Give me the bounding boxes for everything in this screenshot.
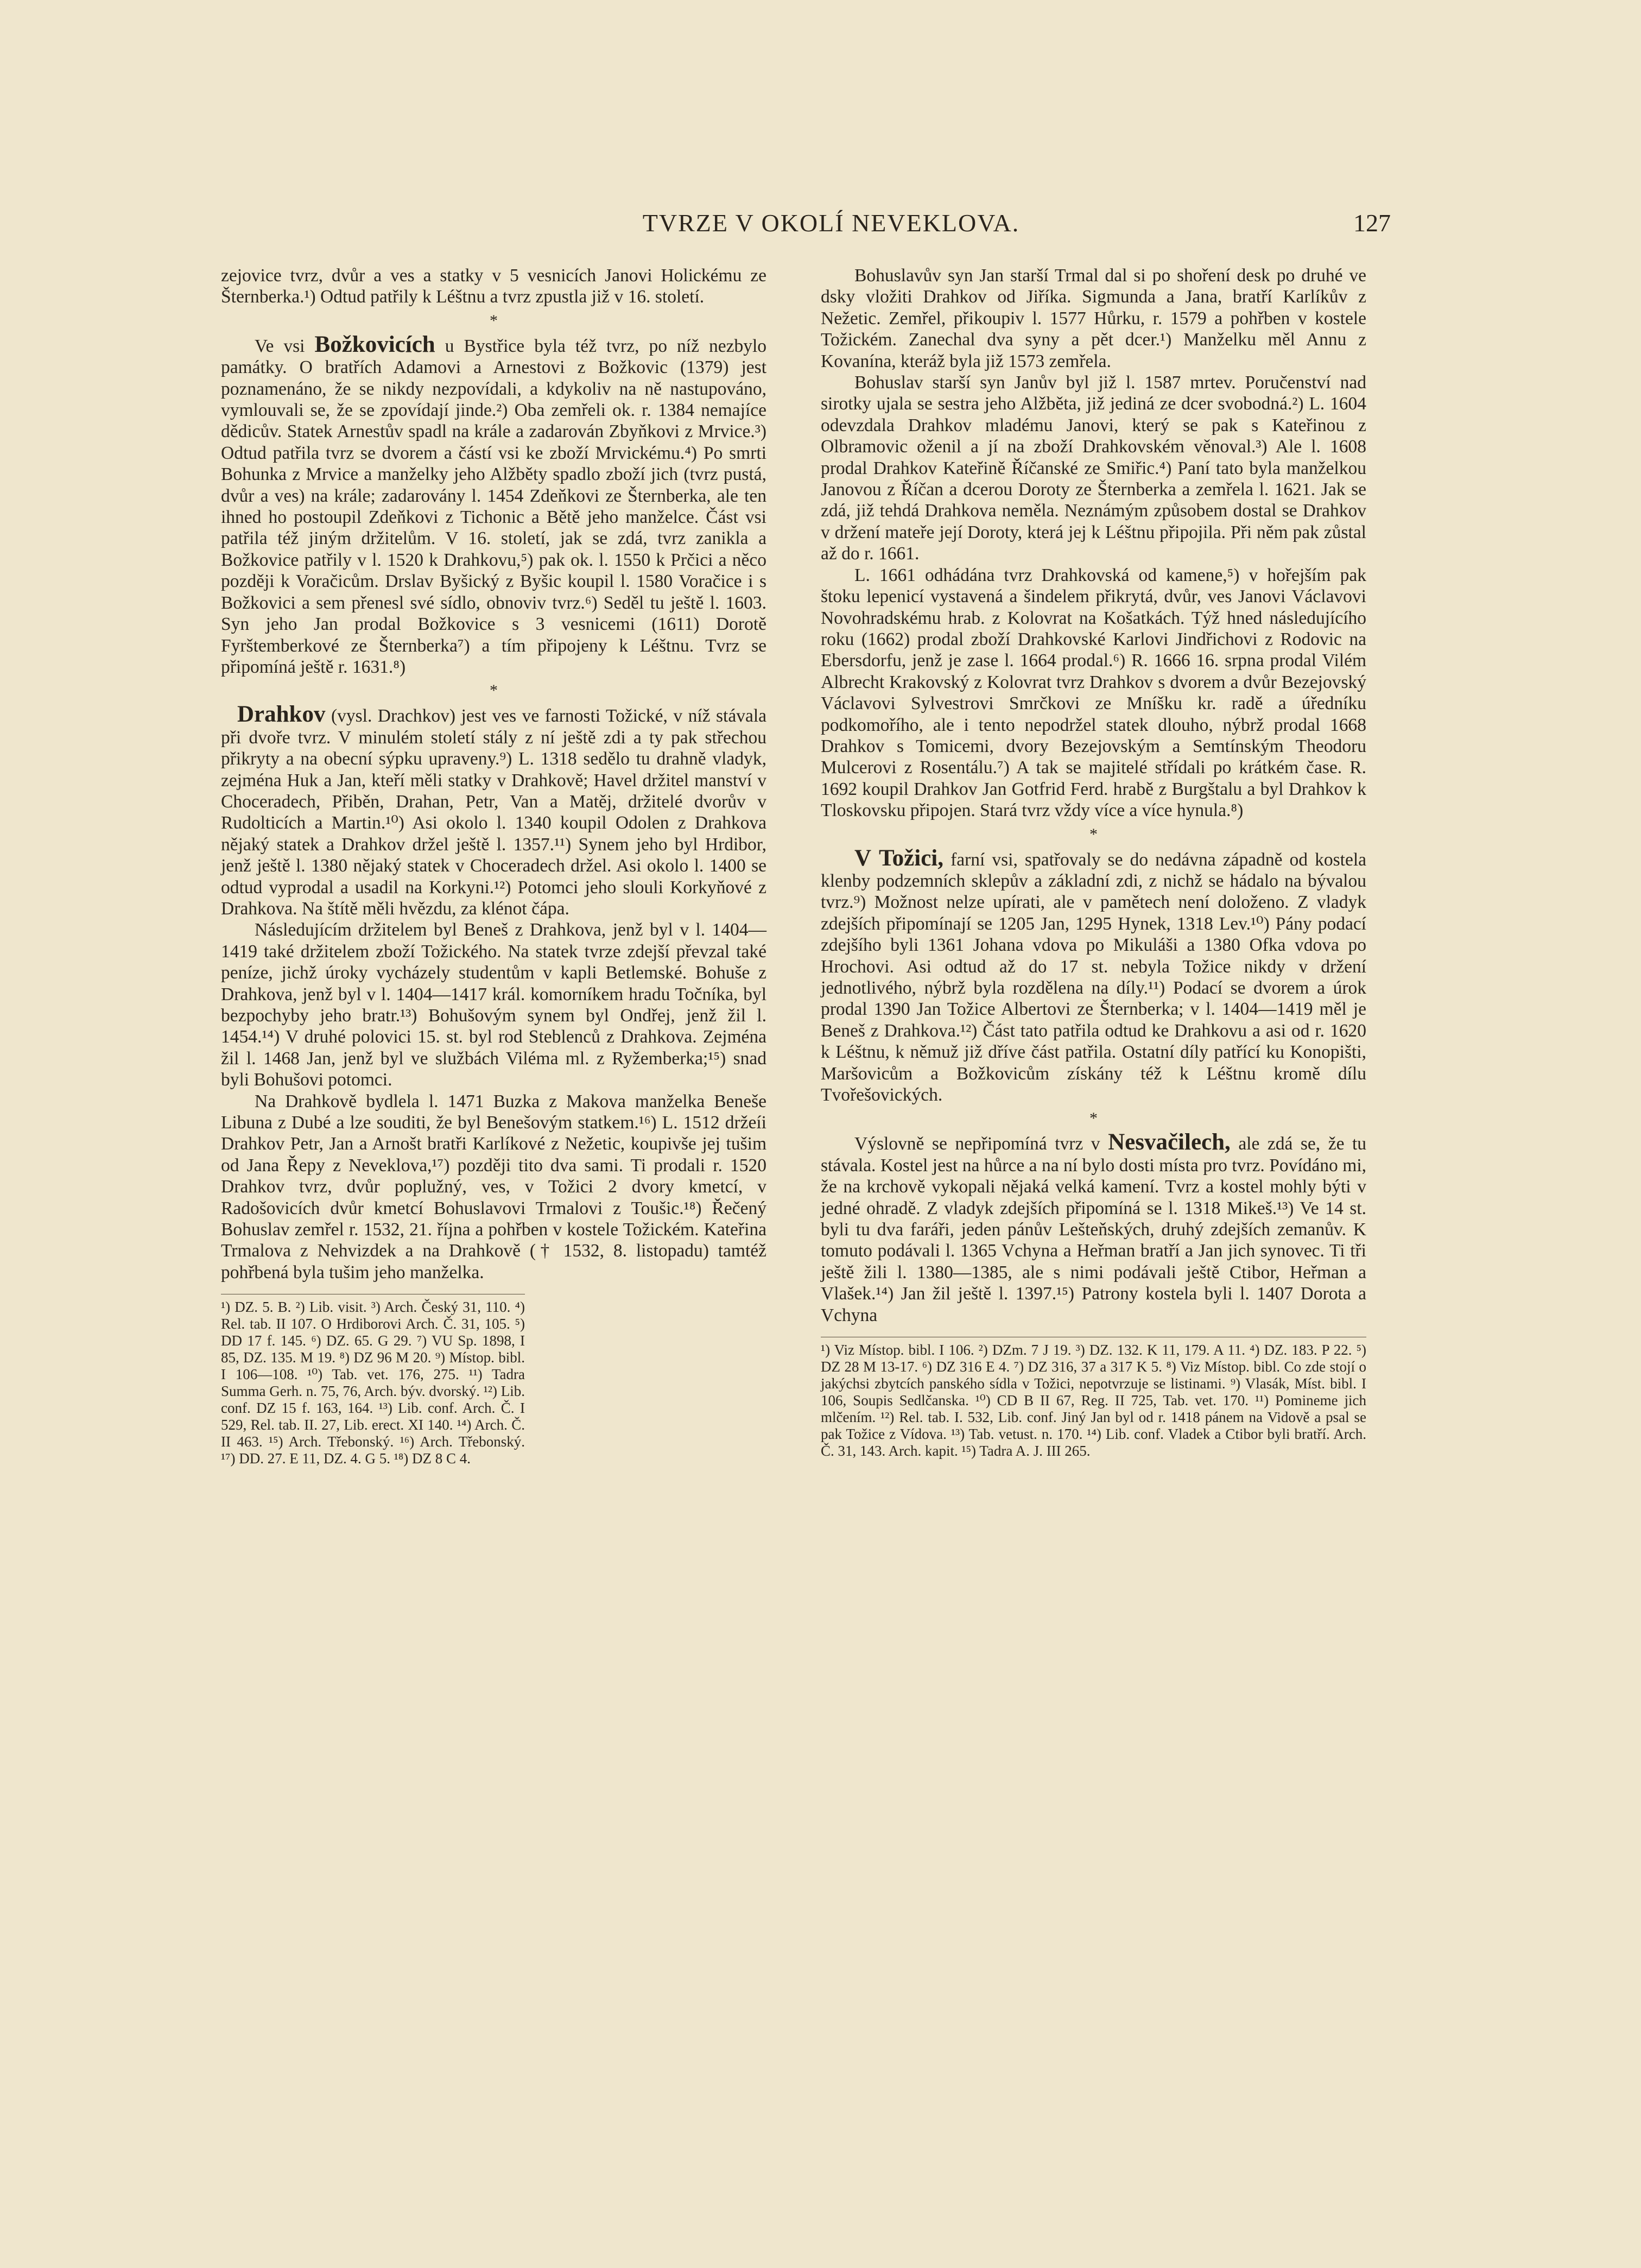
section-separator: * — [1089, 825, 1098, 843]
nesvacil-text: ale zdá se, že tu stávala. Kostel jest na hůrce a na ní bylo dosti místa pro tvrz. Povídáno mi, že na krchově vykopali nějaká velká kamení. Tvrz a kostel mohly býti v jedné ohradě. Z vladyk zdejších připomíná se l. 1318 Mikeš.¹³) Ve 14 st. byli tu dva faráři, jeden pánův Lešteňských, druhý zdejších zemanův. K tomuto podávali l. 1365 Vchyna a Heřman bratří a Jan jich synovec. Ti tři ještě žili l. 1380—1385, ale s nimi podávali ještě Ctibor, Heřman a Vlašek.¹⁴) Jan žil ještě l. 1397.¹⁵) Patrony kostela byli l. 1407 Dorota a Vchyna — [821, 1134, 1367, 1325]
running-title: TVRZE V OKOLÍ NEVEKLOVA. — [642, 209, 1020, 237]
page-header — [271, 209, 1391, 247]
bohuslav-paragraph: Bohuslavův syn Jan starší Trmal dal si po shoření desk po druhé ve dsky vložiti Drahkov od Jiříka. Sigmunda a Jana, bratří Karlíkův z Nežetic. Zemřel, přikoupiv l. 1577 Hůrku, r. 1579 a pohřben v kostele Tožickém. Zanechal dva syny a pět dcer.¹) Manželku měl Annu z Kovanína, kteráž byla již 1573 zemřela. — [821, 266, 1366, 371]
left-paragraph-intro: zejovice tvrz, dvůr a ves a statky v 5 vesnicích Janovi Holickému ze Šternberka.¹) Odtud patřily k Léštnu a tvrz zpustla již v 16. století. — [221, 266, 766, 307]
nesvacil-lead: Výslovně se nepřipomíná tvrz v — [854, 1134, 1100, 1154]
right-column — [821, 265, 1366, 1460]
bozkovice-lead: Ve vsi — [255, 336, 305, 356]
tozice-paragraph — [821, 845, 1366, 1106]
left-column — [221, 265, 766, 1467]
bozkovice-paragraph — [221, 331, 767, 678]
nesvacil-heading: Nesvačilech, — [1108, 1129, 1231, 1155]
bozkovice-heading: Božkovicích — [314, 331, 435, 357]
benes-paragraph: Následujícím držitelem byl Beneš z Drahkova, jenž byl v l. 1404—1419 také držitelem zboží Tožického. Na statek tvrze zdejší převzal také peníze, jichž úroky vycházely studentům v kapli Betlemské. Bohuše z Drahkova, jenž byl v l. 1404—1417 král. komorníkem hradu Točníka, byl bezpochyby jeho bratr.¹³) Bohušovým synem byl Ondřej, jenž žil l. 1454.¹⁴) V druhé polovici 15. st. byl rod Steblenců z Drahkova. Zejména žil l. 1468 Jan, jenž byl ve službách Viléma ml. z Ryžemberka;¹⁵) snad byli Bohušovi potomci. — [221, 920, 766, 1090]
section-separator: * — [490, 311, 498, 330]
nesvacil-paragraph — [821, 1129, 1367, 1326]
drahkov-heading: Drahkov — [237, 702, 326, 728]
drahkov-paragraph — [221, 704, 766, 919]
right-footnotes: ¹) Viz Místop. bibl. I 106. ²) DZm. 7 J 19. ³) DZ. 132. K 11, 179. A 11. ⁴) DZ. 183. P 22. ⁵) DZ 28 M 13-17. ⁶) DZ 316 E 4. ⁷) DZ 316, 37 a 317 K 5. ⁸) Viz Místop. bibl. Co zde stojí o jakýchsi zbytcích panského sídla v Tožici, nepotvrzuje se listinami. ⁹) Vlasák, Míst. bibl. I 106, Soupis Sedlčanska. ¹⁰) CD B II 67, Reg. II 725, Tab. vet. 170. ¹¹) Pomineme jich mlčením. ¹²) Rel. tab. I. 532, Lib. conf. Jiný Jan byl od r. 1418 pánem na Vidově a psal se pak Tožice z Vídova. ¹³) Tab. vetust. n. 170. ¹⁴) Lib. conf. Vladek a Ctibor byli bratří. Arch. Č. 31, 143. Arch. kapit. ¹⁵) Tadra A. J. III 265. — [821, 1337, 1366, 1460]
tozice-text: farní vsi, spatřovaly se do nedávna západně od kostela klenby podzemních sklepův a základní zdi, z nichž se hádalo na bývalou tvrz.⁹) Možnost nelze upírati, ale v pamětech není doloženo. Z vladyk zdejších připomínají se 1205 Jan, 1295 Hynek, 1318 Lev.¹⁰) Pány podací zdejšího byli 1361 Johana vdova po Mikuláši a 1380 Ofka vdova po Hrochovi. Asi odtud až do 17 st. nebyla Tožice nikdy v držení jednotlivého, nýbrž byla rozdělena na díly.¹¹) Podací se dvorem a úrok prodal 1390 Jan Tožice Albertovi ze Šternberka; v l. 1404—1419 měl je Beneš z Drahkova.¹²) Část tato patřila odtud ke Drahkovu a asi od r. 1620 k Léštnu, k němuž již dříve část patřila. Ostatní díly patřící ku Konopišti, Maršovicům a Božkovicům získány též k Léštnu kromě dílu Tvořešovických. — [821, 849, 1366, 1105]
bozkovice-text: u Bystřice byla též tvrz, po níž nezbylo památky. O bratřích Adamovi a Arnestovi z Božkovic (1379) jest poznamenáno, že se nikdy nezpovídali, a kdykoliv na ně nastupováno, vymlouvali se, že se zpovídají jinde.²) Oba zemřeli ok. r. 1384 nemajíce dědicův. Statek Arnestův spadl na krále a zadarován Zbyňkovi z Mrvice.³) Odtud patřila tvrz se dvorem a částí vsi ke zboží Mrvickému.⁴) Po smrti Bohunka z Mrvice a manželky jeho Alžběty spadlo zboží jich (tvrz pustá, dvůr a ves) na krále; zadarovány l. 1454 Zdeňkovi ze Šternberka, ale ten ihned ho postoupil Zdeňkovi z Tichonic a Bětě jeho manželce. Část vsi patřila též jiným držitelům. V 16. století, jak se zdá, tvrz zanikla a Božkovice patřily v l. 1520 k Drahkovu,⁵) pak ok. l. 1550 k Prčici a něco později k Voračicům. Drslav Byšický z Byšic koupil l. 1580 Voračice i s Božkovici a sem přenesl své sídlo, obnoviv tvrz.⁶) Seděl tu ještě l. 1603. Syn jeho Jan prodal Božkovice s 3 vesnicemi (1611) Dorotě Fyrštemberkové ze Šternberka⁷) a tím připojeny k Léštnu. Tvrz se připomíná ještě r. 1631.⁸) — [221, 336, 767, 677]
section-separator: * — [490, 681, 498, 700]
tozice-heading: V Tožici, — [854, 845, 943, 871]
drahkov-text: (vysl. Drachkov) jest ves ve farnosti Tožické, v níž stávala při dvoře tvrz. V minulém století stály z ní ještě zdi a ty pak střechou přikryty a na obecní sýpku upraveny.⁹) L. 1318 sedělo tu drahně vladyk, zejména Huk a Jan, kteří měli statky v Drahkově; Havel držitel manství v Choceradech, Přiběn, Drahan, Petr, Van a Matěj, držitelé dvorův v Rudolticích a Martin.¹⁰) Asi okolo l. 1340 koupil Odolen z Drahkova nějaký statek a Drahkov držel ještě l. 1357.¹¹) Synem jeho byl Hrdibor, jenž ještě l. 1380 nějaký statek v Choceradech držel. Asi okolo l. 1400 se odtud vyprodal a usadil na Korkyni.¹²) Potomci jeho slouli Korkyňové z Drahkova. Na štítě měli hvězdu, za klénot čápa. — [221, 706, 766, 919]
odhadani-paragraph: L. 1661 odhádána tvrz Drahkovská od kamene,⁵) v hořejším pak štoku lepenicí vystavená a šindelem přikrytá, dvůr, ves Janovi Václavovi Novohradskému hrab. z Kolovrat na Košatkách. Týž hned následujícího roku (1662) prodal zboží Drahkovské Karlovi Jindřichovi z Rodovic na Ebersdorfu, jenž je zase l. 1664 prodal.⁶) R. 1666 16. srpna prodal Vilém Albrecht Krakovský z Kolovrat tvrz Drahkov s dvorem a dvůr Bezejovský Václavovi Sylvestrovi Smrčkovi ze Mníšku kr. radě a úředníku podkomořího, ale i tento nepodržel statek dlouho, nýbrž prodal 1668 Drahkov s Tomicemi, dvory Bezejovským a Semtínským Theodoru Mulcerovi z Rosentálu.⁷) A tak se majitelé střídali po krátkém čase. R. 1692 koupil Drahkov Jan Gotfrid Ferd. hrabě z Burgštalu a byl Drahkov k Tloskovsku připojen. Stará tvrz vždy více a více hynula.⁸) — [821, 565, 1366, 821]
page-number: 127 — [1353, 209, 1391, 237]
bohuslav-starsi-paragraph: Bohuslav starší syn Janův byl již l. 1587 mrtev. Poručenství nad sirotky ujala se sestra jeho Alžběta, již jediná ze dcer svobodná.²) L. 1604 odevzdala Drahkov mladému Janovi, který se pak s Kateřinou z Olbramovic oženil a jí na zboží Drahkovském věnoval.³) Ale l. 1608 prodal Drahkov Kateřině Říčanské ze Smiřic.⁴) Paní tato byla manželkou Janovou z Říčan a dcerou Doroty ze Šternberka a zemřela l. 1621. Jak se zdá, již tehdá Drahkova neměla. Neznámým způsobem dostal se Drahkov v držení mateře její Doroty, která jej k Léštnu připojila. Při něm pak zůstal až do r. 1661. — [821, 372, 1366, 564]
left-footnotes: ¹) DZ. 5. B. ²) Lib. visit. ³) Arch. Český 31, 110. ⁴) Rel. tab. II 107. O Hrdiborovi Arch. Č. 31, 105. ⁵) DD 17 f. 145. ⁶) DZ. 65. G 29. ⁷) VU Sp. 1898, I 85, DZ. 135. M 19. ⁸) DZ 96 M 20. ⁹) Místop. bibl. I 106—108. ¹⁰) Tab. vet. 176, 275. ¹¹) Tadra Summa Gerh. n. 75, 76, Arch. býv. dvorský. ¹²) Lib. conf. DZ 15 f. 163, 164. ¹³) Lib. conf. Arch. Č. I 529, Rel. tab. II. 27, Lib. erect. XI 140. ¹⁴) Arch. Č. II 463. ¹⁵) Arch. Třebonský. ¹⁶) Arch. Třebonský. ¹⁷) DD. 27. E 11, DZ. 4. G 5. ¹⁸) DZ 8 C 4. — [221, 1294, 525, 1467]
buzka-paragraph: Na Drahkově bydlela l. 1471 Buzka z Makova manželka Beneše Libuna z Dubé a lze souditi, že byl Benešovým statkem.¹⁶) L. 1512 držeíi Drahkov Petr, Jan a Arnošt bratři Karlíkové z Nežetic, koupivše jej tušim od Jana Řepy z Neveklova,¹⁷) později tito dva sami. Ti prodali r. 1520 Drahkov tvrz, dvůr poplužný, ves, v Tožici 2 dvory kmetcí, v Radošovicích dvůr kmetcí Bohuslavovi Trmalovi z Toušic.¹⁸) Řečený Bohuslav zemřel r. 1532, 21. října a pohřben v kostele Tožickém. Kateřina Trmalova z Nehvizdek a na Drahkově († 1532, 8. listopadu) tamtéž pohřbená byla tušim jeho manželka. — [221, 1091, 766, 1283]
section-separator: * — [1089, 1109, 1098, 1128]
